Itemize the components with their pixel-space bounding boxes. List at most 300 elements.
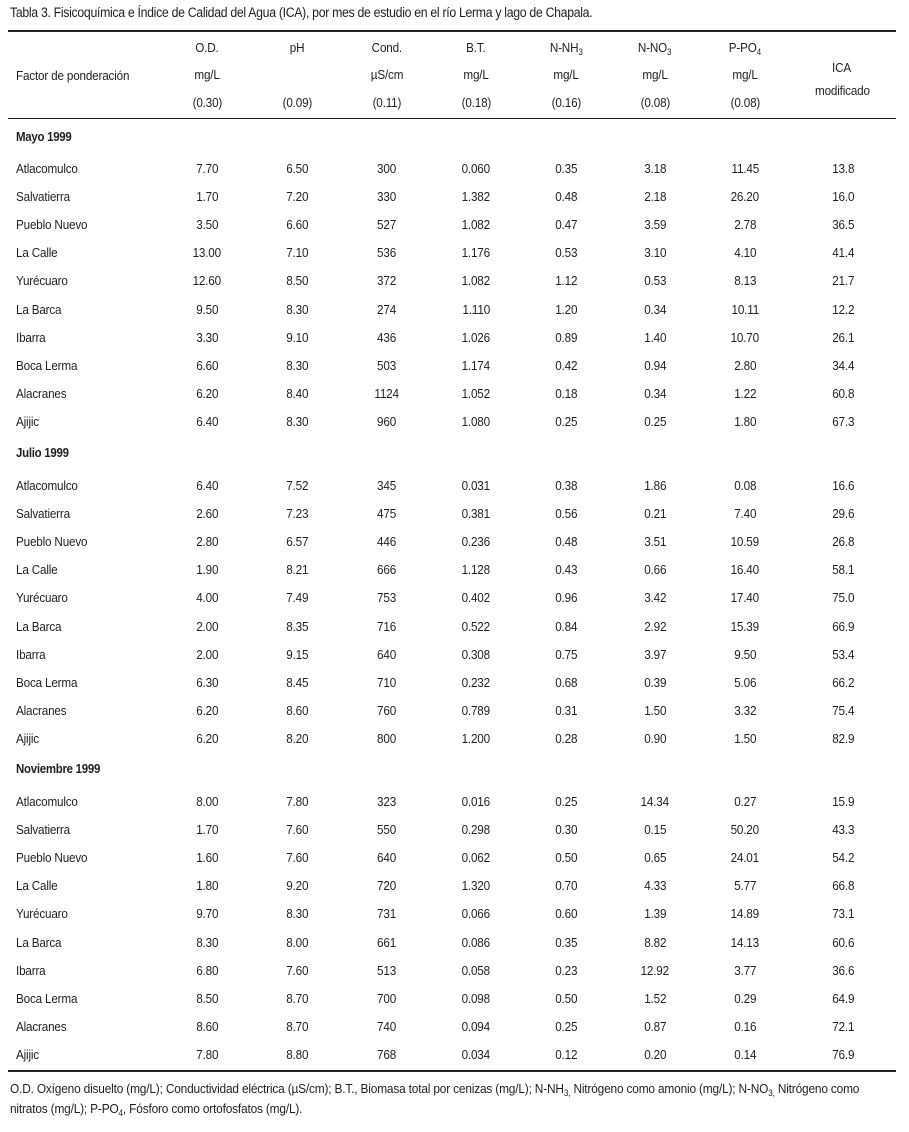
column-header-subscript: 4	[756, 47, 762, 57]
table-cell	[257, 562, 337, 577]
table-cell	[526, 619, 606, 634]
table-cell	[347, 619, 427, 634]
cell-value: 1.174	[461, 357, 491, 373]
table-cell	[257, 850, 337, 865]
table-cell	[436, 703, 516, 718]
table-row	[0, 1046, 909, 1064]
table-row	[0, 160, 909, 178]
table-cell	[257, 189, 337, 204]
table-cell	[705, 330, 785, 345]
cell-value: 666	[377, 562, 397, 578]
table-cell	[705, 619, 785, 634]
footnote-sub-2: 3,	[768, 1088, 775, 1098]
cell-value: 1.90	[195, 562, 219, 578]
cell-value: 1.39	[643, 906, 667, 922]
cell-value: 1.80	[195, 878, 219, 894]
table-row	[0, 385, 909, 403]
table-cell	[705, 731, 785, 746]
table-cell	[347, 731, 427, 746]
cell-value: 731	[377, 906, 397, 922]
column-header-unit	[162, 67, 252, 83]
cell-value: 1.70	[195, 189, 219, 205]
table-cell	[347, 358, 427, 373]
table-cell	[526, 161, 606, 176]
cell-value: 3.77	[733, 962, 757, 978]
table-cell	[167, 302, 247, 317]
table-row	[0, 646, 909, 664]
table-cell	[436, 273, 516, 288]
table-cell	[526, 963, 606, 978]
table-cell	[615, 935, 695, 950]
cell-value: 0.38	[554, 478, 578, 493]
column-header-name-text: P-PO	[728, 40, 757, 55]
table-cell	[615, 273, 695, 288]
table-cell	[615, 1047, 695, 1062]
cell-value: 21.7	[831, 273, 855, 289]
table-cell	[347, 562, 427, 577]
cell-value: 0.48	[554, 534, 578, 550]
table-cell	[705, 506, 785, 521]
cell-value: 66.9	[831, 618, 855, 634]
table-row	[0, 1018, 909, 1036]
cell-value: 8.45	[285, 674, 309, 690]
cell-value: 8.82	[643, 934, 667, 950]
cell-value: 7.70	[195, 161, 219, 176]
cell-value: 1.082	[461, 217, 491, 233]
table-cell	[526, 647, 606, 662]
table-cell	[526, 850, 606, 865]
site-name: La Barca	[16, 618, 62, 634]
cell-value: 0.43	[554, 562, 578, 578]
table-cell	[167, 878, 247, 893]
cell-value: 41.4	[831, 245, 855, 261]
cell-value: 6.60	[285, 217, 309, 233]
cell-value: 0.18	[554, 385, 578, 401]
site-name: Yurécuaro	[16, 906, 68, 922]
cell-value: 1.22	[733, 385, 757, 401]
cell-value: 1.110	[462, 301, 490, 317]
table-cell	[526, 358, 606, 373]
cell-value: 0.23	[554, 962, 578, 978]
table-cell	[615, 189, 695, 204]
table-cell	[347, 302, 427, 317]
table-cell	[257, 647, 337, 662]
table-cell	[803, 330, 883, 345]
table-cell	[167, 330, 247, 345]
table-cell	[803, 1047, 883, 1062]
cell-value: 16.6	[831, 478, 855, 493]
table-cell	[347, 878, 427, 893]
cell-value: 8.13	[733, 273, 757, 289]
cell-value: 1.128	[461, 562, 491, 578]
table-cell	[436, 794, 516, 809]
cell-value: 13.8	[831, 161, 855, 176]
cell-value: 8.70	[285, 1018, 309, 1034]
cell-value: 1.20	[554, 301, 578, 317]
table-cell	[615, 330, 695, 345]
cell-value: 26.20	[730, 189, 760, 205]
cell-value: 1.12	[554, 273, 578, 289]
table-cell	[167, 1019, 247, 1034]
table-cell	[257, 822, 337, 837]
table-cell	[167, 386, 247, 401]
column-header-weight	[610, 95, 700, 111]
cell-value: 14.13	[730, 934, 760, 950]
table-cell	[526, 245, 606, 260]
table-cell	[615, 878, 695, 893]
table-cell	[526, 414, 606, 429]
site-name: Ajijic	[16, 730, 39, 746]
table-cell	[167, 562, 247, 577]
table-cell	[257, 675, 337, 690]
cell-value: 7.60	[285, 822, 309, 838]
table-cell	[526, 675, 606, 690]
table-cell	[436, 590, 516, 605]
table-cell	[257, 703, 337, 718]
table-cell	[526, 1019, 606, 1034]
cell-value: 0.086	[461, 934, 491, 950]
table-row	[0, 877, 909, 895]
cell-value: 3.30	[195, 329, 219, 345]
table-cell	[526, 1047, 606, 1062]
cell-value: 8.30	[285, 413, 309, 429]
cell-value: 800	[377, 730, 397, 746]
table-cell	[615, 675, 695, 690]
cell-value: 1.80	[733, 413, 757, 429]
column-header-weight-text: (0.30)	[192, 95, 222, 110]
table-cell	[803, 906, 883, 921]
cell-value: 0.28	[554, 730, 578, 746]
cell-value: 300	[377, 161, 397, 176]
table-cell	[705, 245, 785, 260]
table-cell	[257, 1047, 337, 1062]
cell-value: 1.080	[461, 413, 491, 429]
table-cell	[436, 358, 516, 373]
cell-value: 24.01	[730, 850, 760, 866]
cell-value: 0.308	[461, 646, 491, 662]
table-cell	[526, 794, 606, 809]
footnote-part-3: Nitrógeno como nitratos (mg/L); P-PO	[10, 1081, 860, 1116]
table-cell	[167, 534, 247, 549]
cell-value: 716	[377, 618, 397, 634]
table-cell	[347, 478, 427, 493]
table-row	[0, 477, 909, 495]
cell-value: 0.89	[554, 329, 578, 345]
table-row	[0, 702, 909, 720]
cell-value: 760	[377, 702, 397, 718]
table-cell	[803, 822, 883, 837]
cell-value: 2.92	[643, 618, 667, 634]
table-row	[0, 849, 909, 867]
table-cell	[705, 534, 785, 549]
table-cell	[436, 991, 516, 1006]
table-row	[0, 329, 909, 347]
cell-value: 66.2	[831, 674, 855, 690]
table-cell	[347, 963, 427, 978]
table-cell	[615, 731, 695, 746]
cell-value: 3.42	[643, 590, 667, 606]
table-cell	[257, 991, 337, 1006]
table-cell	[803, 478, 883, 493]
table-cell	[257, 1019, 337, 1034]
table-row	[0, 618, 909, 636]
table-cell	[436, 675, 516, 690]
table-cell	[257, 302, 337, 317]
table-cell	[615, 1019, 695, 1034]
cell-value: 10.11	[731, 301, 759, 317]
cell-value: 0.21	[643, 506, 667, 522]
cell-value: 0.34	[643, 385, 667, 401]
table-row	[0, 674, 909, 692]
cell-value: 2.18	[643, 189, 667, 205]
column-header-name	[162, 40, 252, 56]
footnote-sub-3: 4	[118, 1108, 123, 1118]
table-cell	[436, 386, 516, 401]
column-header-name-text: pH	[289, 40, 305, 55]
table-cell	[436, 822, 516, 837]
table-cell	[526, 703, 606, 718]
table-cell	[803, 217, 883, 232]
cell-value: 753	[377, 590, 397, 606]
cell-value: 0.14	[733, 1046, 757, 1062]
cell-value: 82.9	[831, 730, 855, 746]
cell-value: 0.25	[554, 794, 578, 809]
table-cell	[615, 414, 695, 429]
cell-value: 34.4	[831, 357, 855, 373]
cell-value: 6.20	[195, 702, 219, 718]
table-cell	[347, 245, 427, 260]
cell-value: 0.058	[461, 962, 491, 978]
cell-value: 345	[377, 478, 397, 493]
table-cell	[436, 161, 516, 176]
cell-value: 0.48	[554, 189, 578, 205]
cell-value: 323	[377, 794, 397, 809]
cell-value: 7.49	[285, 590, 309, 606]
table-cell	[615, 534, 695, 549]
cell-value: 0.47	[554, 217, 578, 233]
column-header-unit-text: mg/L	[553, 67, 579, 82]
table-cell	[257, 906, 337, 921]
site-name: Yurécuaro	[16, 590, 68, 606]
table-row	[0, 301, 909, 319]
cell-value: 29.6	[831, 506, 855, 522]
cell-value: 1.40	[643, 329, 667, 345]
table-cell	[803, 358, 883, 373]
table-cell	[526, 386, 606, 401]
cell-value: 64.9	[831, 990, 855, 1006]
bottom-rule	[8, 1070, 896, 1072]
cell-value: 0.066	[461, 906, 491, 922]
column-header-unit-text: mg/L	[642, 67, 668, 82]
table-cell	[705, 273, 785, 288]
table-cell	[803, 245, 883, 260]
column-header-name-text: N-NH	[549, 40, 579, 55]
footnote-part-4: , Fósforo como ortofosfatos (mg/L).	[122, 1101, 303, 1116]
table-cell	[347, 906, 427, 921]
table-cell	[615, 245, 695, 260]
cell-value: 720	[377, 878, 397, 894]
table-cell	[167, 794, 247, 809]
table-row	[0, 188, 909, 206]
cell-value: 1.176	[461, 245, 491, 261]
cell-value: 14.34	[640, 794, 670, 809]
table-cell	[705, 478, 785, 493]
column-header-unit-text: µS/cm	[370, 67, 404, 82]
cell-value: 0.016	[461, 794, 491, 809]
table-cell	[257, 878, 337, 893]
site-name: Salvatierra	[16, 189, 70, 205]
table-cell	[705, 822, 785, 837]
table-cell	[615, 794, 695, 809]
cell-value: 8.00	[285, 934, 309, 950]
cell-value: 0.034	[461, 1046, 491, 1062]
table-cell	[526, 478, 606, 493]
table-cell	[347, 991, 427, 1006]
site-name: La Barca	[16, 934, 62, 950]
cell-value: 0.25	[643, 413, 667, 429]
table-cell	[257, 619, 337, 634]
cell-value: 3.51	[643, 534, 667, 550]
table-cell	[526, 217, 606, 232]
cell-value: 640	[377, 646, 397, 662]
cell-value: 0.381	[461, 506, 491, 522]
table-cell	[705, 562, 785, 577]
ica-header-line1: ICA	[832, 60, 852, 75]
column-header-name	[700, 40, 790, 56]
table-cell	[615, 562, 695, 577]
cell-value: 475	[377, 506, 397, 522]
cell-value: 9.70	[195, 906, 219, 922]
table-cell	[803, 794, 883, 809]
site-name: Alacranes	[16, 1018, 67, 1034]
cell-value: 1.052	[461, 385, 491, 401]
column-header-unit	[342, 67, 432, 83]
cell-value: 0.27	[733, 794, 757, 809]
cell-value: 0.90	[643, 730, 667, 746]
table-cell	[803, 878, 883, 893]
column-header-name-text: B.T.	[466, 40, 486, 55]
site-name: Pueblo Nuevo	[16, 534, 88, 550]
cell-value: 0.31	[554, 702, 578, 718]
table-cell	[705, 906, 785, 921]
table-cell	[347, 703, 427, 718]
cell-value: 73.1	[831, 906, 855, 922]
cell-value: 76.9	[831, 1046, 855, 1062]
cell-value: 12.92	[640, 962, 670, 978]
table-cell	[257, 358, 337, 373]
table-row	[0, 962, 909, 980]
cell-value: 7.60	[285, 850, 309, 866]
cell-value: 4.33	[643, 878, 667, 894]
cell-value: 0.39	[643, 674, 667, 690]
table-cell	[167, 590, 247, 605]
cell-value: 0.66	[643, 562, 667, 578]
cell-value: 2.60	[195, 506, 219, 522]
table-cell	[705, 675, 785, 690]
site-name: Boca Lerma	[16, 357, 78, 373]
table-row	[0, 357, 909, 375]
table-cell	[436, 1019, 516, 1034]
cell-value: 960	[377, 413, 397, 429]
table-cell	[526, 273, 606, 288]
table-cell	[347, 386, 427, 401]
table-row	[0, 533, 909, 551]
column-header-unit	[252, 67, 342, 83]
table-cell	[705, 794, 785, 809]
cell-value: 26.1	[831, 329, 855, 345]
table-row	[0, 561, 909, 579]
column-header-unit	[521, 67, 611, 83]
footnote-sub-1: 3,	[563, 1088, 571, 1098]
site-name: Alacranes	[16, 702, 67, 718]
cell-value: 0.50	[554, 990, 578, 1006]
table-cell	[615, 619, 695, 634]
cell-value: 72.1	[831, 1018, 855, 1034]
cell-value: 0.789	[461, 702, 491, 718]
cell-value: 5.77	[733, 878, 757, 894]
column-header-unit	[431, 67, 521, 83]
table-cell	[705, 1019, 785, 1034]
cell-value: 67.3	[831, 413, 855, 429]
cell-value: 0.25	[554, 413, 578, 429]
table-cell	[167, 822, 247, 837]
table-cell	[167, 963, 247, 978]
table-cell	[436, 562, 516, 577]
table-row	[0, 505, 909, 523]
table-row	[0, 589, 909, 607]
cell-value: 6.57	[285, 534, 309, 550]
cell-value: 7.23	[285, 506, 309, 522]
cell-value: 9.10	[285, 329, 309, 345]
table-cell	[167, 647, 247, 662]
table-cell	[803, 506, 883, 521]
site-name: Ibarra	[16, 646, 46, 662]
table-cell	[615, 822, 695, 837]
footnote-part-2: Nitrógeno como amonio (mg/L); N-NO	[570, 1081, 769, 1096]
header-rule	[8, 118, 896, 119]
table-cell	[705, 414, 785, 429]
column-header-weight-text: (0.16)	[551, 95, 581, 110]
site-name: Ajijic	[16, 413, 39, 429]
cell-value: 75.4	[831, 702, 855, 718]
table-cell	[167, 850, 247, 865]
cell-value: 3.97	[643, 646, 667, 662]
cell-value: 1.86	[643, 478, 667, 493]
cell-value: 2.00	[195, 646, 219, 662]
site-name: Ibarra	[16, 962, 46, 978]
table-cell	[167, 414, 247, 429]
cell-value: 8.21	[285, 562, 309, 578]
table-row	[0, 821, 909, 839]
site-name: Salvatierra	[16, 822, 70, 838]
site-name: Yurécuaro	[16, 273, 68, 289]
table-cell	[803, 850, 883, 865]
column-header-unit-text: mg/L	[732, 67, 758, 82]
table-cell	[615, 991, 695, 1006]
table-cell	[526, 562, 606, 577]
table-cell	[167, 675, 247, 690]
table-cell	[347, 794, 427, 809]
cell-value: 7.40	[733, 506, 757, 522]
cell-value: 0.522	[461, 618, 491, 634]
table-row	[0, 272, 909, 290]
cell-value: 16.0	[831, 189, 855, 205]
cell-value: 36.6	[831, 962, 855, 978]
table-cell	[347, 217, 427, 232]
cell-value: 0.298	[461, 822, 491, 838]
table-cell	[803, 590, 883, 605]
cell-value: 3.59	[643, 217, 667, 233]
